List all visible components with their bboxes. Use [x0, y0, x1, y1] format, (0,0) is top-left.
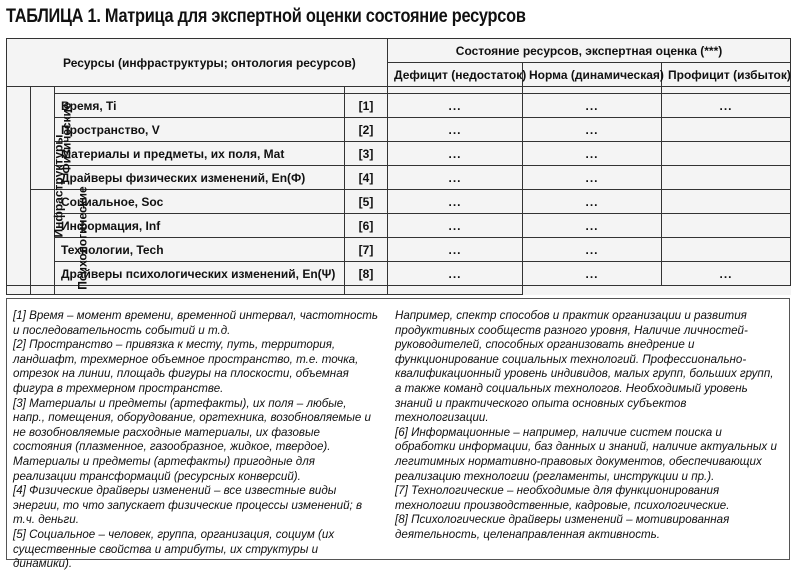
resource-ref: [3] [345, 142, 388, 166]
table-row [7, 190, 791, 214]
norm-cell: ... [523, 238, 662, 262]
resource-name: Социальное, Soc [55, 190, 345, 214]
surplus-cell: ... [662, 94, 791, 118]
footnote-5: [5] Социальное – человек, группа, организация, социум (их существенные свойства и атрибуты, их структуры и динамики). [13, 527, 335, 571]
deficit-cell: ... [388, 262, 523, 286]
norm-cell: ... [523, 262, 662, 286]
deficit-column-header: Дефицит (недостаток) [388, 63, 523, 87]
footnotes-left-column [13, 309, 379, 572]
deficit-cell: ... [388, 166, 523, 190]
resources-header: Ресурсы (инфраструктуры; онтология ресурсов) [7, 39, 388, 87]
resource-name: Технологии, Tech [55, 238, 345, 262]
deficit-cell: ... [388, 142, 523, 166]
resource-ref: [7] [345, 238, 388, 262]
surplus-cell [662, 142, 791, 166]
resource-ref: [2] [345, 118, 388, 142]
resource-ref: [4] [345, 166, 388, 190]
footnote-5-continued: Например, спектр способов и практик организации и развития продуктивных сообществ разного уровня, Наличие личностей-руководителей, способных организовать внедрение и функционирование социальных технологий. Профессионально-квалификационный уровень индивидов, малых групп, больших групп, а также команд социальных технологов. Необходимый уровень знаний и практического опыта основных субъектов технологизации. [395, 309, 774, 425]
physical-subgroup-label: Физические [31, 87, 55, 190]
state-header: Состояние ресурсов, экспертная оценка (***) [388, 39, 791, 63]
surplus-column-header: Профицит (избыток) [662, 63, 791, 87]
footnotes-right-column [395, 309, 783, 543]
table-row [7, 238, 791, 262]
spacer-row [7, 87, 791, 94]
deficit-cell: ... [388, 94, 523, 118]
resource-name: Драйверы физических изменений, En(Ф) [55, 166, 345, 190]
table-row [7, 262, 791, 286]
norm-cell: ... [523, 118, 662, 142]
table-row [7, 166, 791, 190]
footnotes-box [6, 298, 790, 571]
table-row [7, 118, 791, 142]
norm-column-header: Норма (динамическая) [523, 63, 662, 87]
footnote-3: [3] Материалы и предметы (артефакты), их поля – любые, напр., помещения, оборудование, оргтехника, возобновляемые и не возобновляемые расходные материалы, их фазовые состояния (плазменное, газообразное, жидкое, твердое). Материалы и предметы (артефакты) пригодные для реализации трансформаций (ресурсных конверсий). [13, 396, 371, 483]
table-header-row [7, 39, 791, 63]
resource-name: Материалы и предметы, их поля, Mat [55, 142, 345, 166]
infrastructure-group-label: Инфраструктуры [7, 87, 31, 286]
table-title: ТАБЛИЦА 1. Матрица для экспертной оценки состояние ресурсов [6, 6, 526, 27]
norm-cell: ... [523, 142, 662, 166]
resource-ref: [1] [345, 94, 388, 118]
resource-ref: [6] [345, 214, 388, 238]
table-row [7, 214, 791, 238]
surplus-cell [662, 190, 791, 214]
deficit-cell: ... [388, 214, 523, 238]
psychological-subgroup-label: Психологические [31, 190, 55, 286]
surplus-cell [662, 166, 791, 190]
footnote-8: [8] Психологические драйверы изменений – мотивированная деятельность, целенаправленная активность. [395, 513, 730, 541]
footnote-7: [7] Технологические – необходимые для функционирования технологии производственные, кадровые, психологические. [395, 484, 730, 512]
footnote-6: [6] Информационные – например, наличие систем поиска и обработки информации, баз данных и знаний, наличие актуальных и легитимных нормативно-правовых документов, обеспечивающих реализацию технологии (регламенты, инструкции и пр.). [395, 425, 777, 483]
deficit-cell: ... [388, 118, 523, 142]
deficit-cell: ... [388, 190, 523, 214]
footnote-4: [4] Физические драйверы изменений – все известные виды энергии, то что запускает физические процессы изменений; в т.ч. деньги. [13, 484, 363, 527]
norm-cell: ... [523, 214, 662, 238]
resource-ref: [5] [345, 190, 388, 214]
norm-cell: ... [523, 190, 662, 214]
norm-cell: ... [523, 94, 662, 118]
surplus-cell: ... [662, 262, 791, 286]
spacer-cell [55, 87, 345, 94]
surplus-cell [662, 238, 791, 262]
resource-name: Время, Ti [55, 94, 345, 118]
table-row [7, 94, 791, 118]
surplus-cell [662, 214, 791, 238]
deficit-cell: ... [388, 238, 523, 262]
resource-matrix-table [6, 38, 791, 295]
resource-name: Пространство, V [55, 118, 345, 142]
resource-name: Информация, Inf [55, 214, 345, 238]
footnote-1: [1] Время – момент времени, временной интервал, частотность и последовательность событий и т.д. [13, 309, 378, 337]
resource-name: Драйверы психологических изменений, En(Ψ) [55, 262, 345, 286]
spacer-row [7, 286, 791, 295]
surplus-cell [662, 118, 791, 142]
table-row [7, 142, 791, 166]
norm-cell: ... [523, 166, 662, 190]
footnote-2: [2] Пространство – привязка к месту, путь, территория, ландшафт, трехмерное объемное пространство, т.е. точка, отрезок на линии, площадь фигуры на плоскости, объемная фигура в трехмерном пространстве. [13, 338, 359, 395]
resource-ref: [8] [345, 262, 388, 286]
